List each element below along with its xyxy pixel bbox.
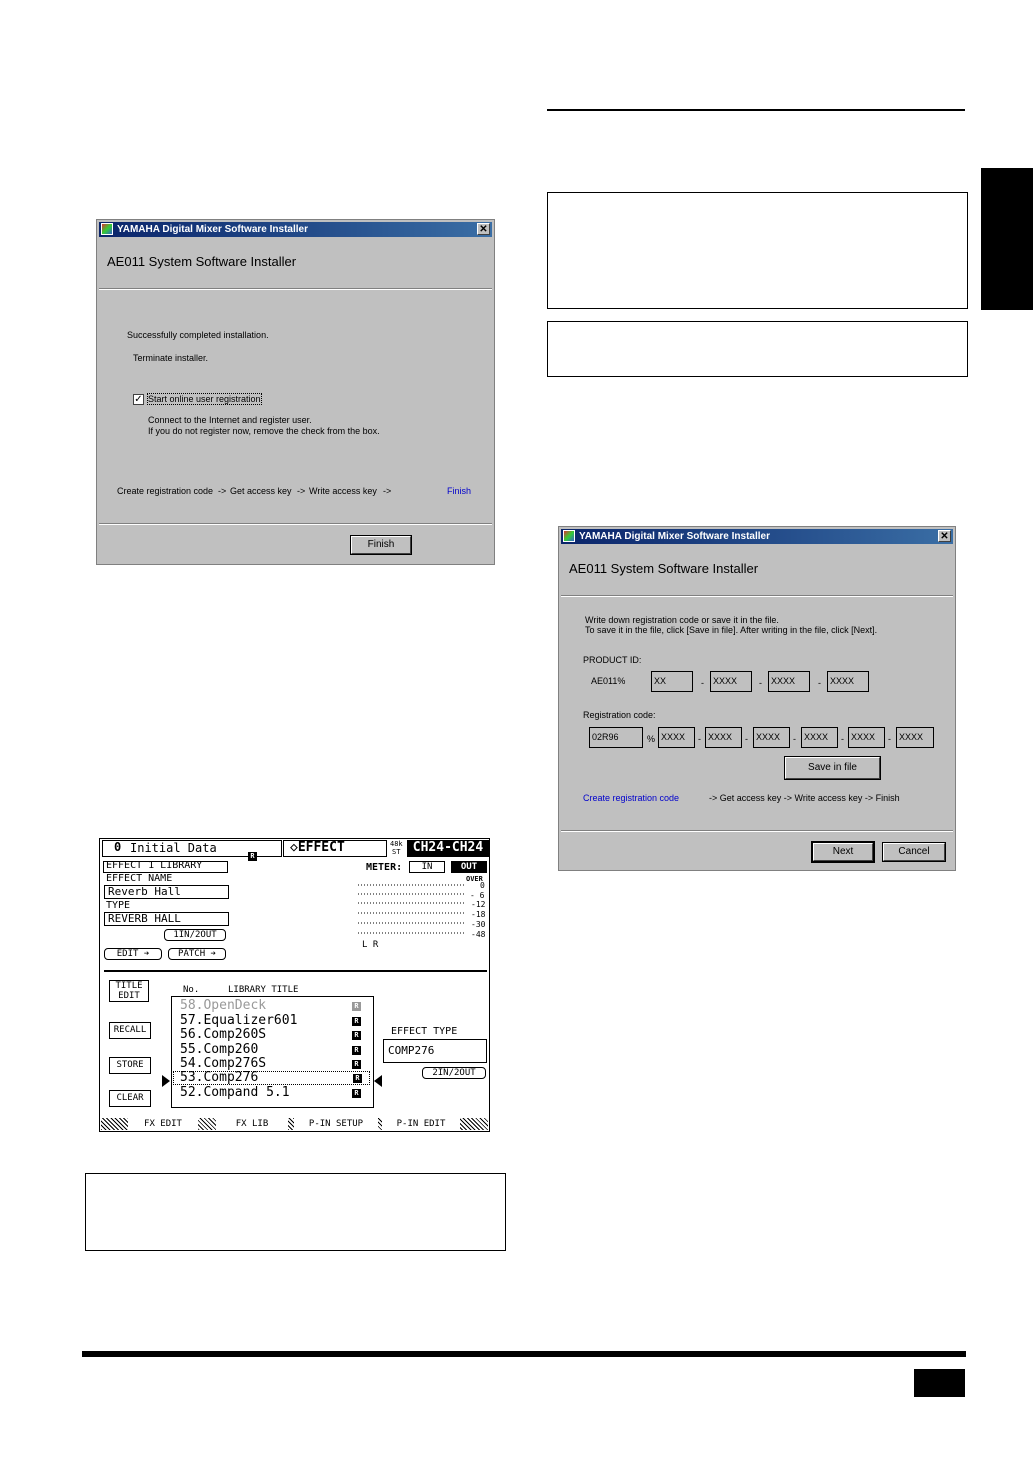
meter-over-label: OVER — [466, 875, 483, 883]
note-box-right-small — [547, 321, 968, 377]
meter-graduations — [358, 883, 468, 943]
patch-label: PATCH — [178, 949, 206, 959]
meter-scale-12: -12 — [471, 900, 486, 909]
library-item-selected[interactable] — [173, 1071, 370, 1085]
instruction-2: To save it in the file, click [Save in file]. After writing in the file, click [Next]. — [585, 625, 878, 635]
registration-code-label: Registration code: — [583, 710, 656, 720]
step-create-code: Create registration code — [117, 486, 214, 496]
title-edit-line1: TITLE — [115, 981, 143, 991]
library-item[interactable] — [180, 1056, 370, 1071]
footer-rule — [82, 1351, 966, 1357]
store-button[interactable]: STORE — [109, 1057, 151, 1074]
library-item[interactable] — [180, 1027, 370, 1042]
close-icon[interactable]: ✕ — [938, 530, 951, 542]
scene-protect-badge — [248, 843, 257, 862]
steps-remaining: -> Get access key -> Write access key -> Finish — [709, 793, 900, 803]
field-sep: - — [701, 678, 704, 688]
reg-field-2[interactable]: XXXX — [705, 727, 742, 748]
tab-fx-lib[interactable]: FX LIB — [216, 1118, 288, 1130]
reg-field-4[interactable]: XXXX — [801, 727, 838, 748]
app-icon — [101, 223, 113, 235]
step-finish: Finish — [447, 486, 472, 496]
divider — [99, 288, 492, 290]
library-item[interactable] — [180, 1042, 370, 1057]
step-create-code: Create registration code — [583, 793, 680, 803]
meter-out-button[interactable]: OUT — [451, 861, 487, 873]
lcd-separator — [104, 970, 487, 972]
instruction-1: Write down registration code or save it in the file. — [585, 615, 779, 625]
close-icon[interactable]: ✕ — [477, 223, 490, 235]
type-label: TYPE — [106, 900, 131, 911]
product-id-field-4[interactable]: XXXX — [827, 671, 869, 692]
page-edge-tab — [981, 168, 1033, 310]
channel-indicator: CH24-CH24 — [407, 840, 489, 857]
r-badge: R — [352, 1060, 361, 1069]
column-no: No. — [183, 985, 200, 995]
divider — [99, 523, 492, 525]
title-edit-button[interactable] — [109, 980, 149, 1002]
divider — [561, 595, 953, 597]
dialog-titlebar — [99, 222, 492, 237]
r-badge: R — [248, 852, 257, 861]
fs-top: 48k — [390, 840, 403, 848]
section-rule-right — [547, 109, 965, 111]
library-item-name: 53.Comp276 — [180, 1070, 259, 1085]
screen-title: ◇EFFECT — [290, 840, 345, 855]
scene-name: Initial Data — [130, 841, 217, 855]
cancel-button[interactable]: Cancel — [883, 843, 945, 861]
reg-field-1[interactable]: XXXX — [658, 727, 695, 748]
product-id-field-2[interactable]: XXXX — [710, 671, 752, 692]
effect-name-value: Reverb Hall — [108, 885, 181, 898]
mixer-lcd-screen — [99, 838, 490, 1132]
finish-button[interactable]: Finish — [351, 536, 411, 554]
effect-type-label: EFFECT TYPE — [391, 1026, 458, 1037]
meter-label: METER: — [366, 862, 403, 873]
cursor-right-icon — [374, 1075, 382, 1087]
dialog-heading: AE011 System Software Installer — [569, 561, 759, 576]
product-prefix: AE011% — [591, 676, 626, 686]
step-sep: -> — [218, 486, 227, 496]
note-box-left — [85, 1173, 506, 1251]
product-id-field-1[interactable]: XX — [651, 671, 693, 692]
library-item-name: 56.Comp260S — [180, 1027, 267, 1042]
cursor-left-icon — [162, 1075, 170, 1087]
product-id-label: PRODUCT ID: — [583, 655, 642, 665]
step-sep: -> — [297, 486, 306, 496]
installer-dialog-finish — [96, 219, 495, 565]
r-badge: R — [353, 1074, 362, 1083]
dialog-heading: AE011 System Software Installer — [107, 254, 297, 269]
meter-lr-label: L R — [362, 940, 379, 950]
next-button[interactable]: Next — [813, 843, 873, 861]
field-sep: - — [841, 734, 844, 744]
step-write-key: Write access key — [309, 486, 377, 496]
library-item[interactable] — [180, 1013, 370, 1028]
r-badge: R — [352, 1089, 361, 1098]
r-badge: R — [352, 1046, 361, 1055]
step-sep: -> — [383, 486, 392, 496]
library-list[interactable] — [171, 996, 374, 1108]
save-in-file-button[interactable]: Save in file — [785, 757, 880, 779]
field-sep: - — [759, 678, 762, 688]
tab-fx-edit[interactable]: FX EDIT — [128, 1118, 198, 1130]
product-id-field-3[interactable]: XXXX — [768, 671, 810, 692]
divider — [561, 830, 953, 832]
library-item[interactable] — [180, 998, 370, 1013]
meter-scale-18: -18 — [471, 910, 486, 919]
app-icon — [563, 530, 575, 542]
effect-type-io: 2IN/2OUT — [422, 1067, 486, 1079]
meter-scale-30: -30 — [471, 920, 486, 929]
registration-note-2: If you do not register now, remove the check from the box. — [148, 426, 380, 436]
patch-button[interactable]: PATCH ➔ — [168, 948, 226, 960]
library-item-name: 52.Compand 5.1 — [180, 1085, 290, 1100]
tab-p-in-edit[interactable]: P-IN EDIT — [382, 1118, 460, 1130]
step-get-key: Get access key — [230, 486, 292, 496]
r-badge: R — [352, 1017, 361, 1026]
r-badge: R — [352, 1031, 361, 1040]
recall-button[interactable]: RECALL — [109, 1022, 151, 1039]
reg-prefix-field[interactable]: 02R96 — [589, 727, 643, 748]
terminate-message: Terminate installer. — [133, 353, 209, 363]
meter-in-button[interactable]: IN — [409, 861, 445, 873]
meter-scale-6: - 6 — [470, 891, 485, 900]
field-sep: - — [888, 734, 891, 744]
r-badge: R — [352, 1002, 361, 1011]
clear-button[interactable]: CLEAR — [109, 1090, 151, 1107]
reg-percent: % — [647, 734, 656, 744]
edit-label: EDIT — [116, 949, 139, 959]
registration-note-1: Connect to the Internet and register user. — [148, 415, 312, 425]
registration-checkbox[interactable]: ✓ — [134, 394, 143, 405]
registration-checkbox-label[interactable]: Start online user registration — [148, 394, 261, 404]
dialog-title: YAMAHA Digital Mixer Software Installer — [579, 531, 770, 542]
field-sep: - — [793, 734, 796, 744]
reg-field-5[interactable]: XXXX — [848, 727, 885, 748]
type-value: REVERB HALL — [108, 912, 181, 925]
note-box-right-large — [547, 192, 968, 309]
installer-dialog-registration — [558, 526, 956, 871]
page-number-box — [914, 1369, 965, 1397]
library-item-name: 55.Comp260 — [180, 1042, 259, 1057]
dialog-titlebar — [561, 529, 953, 544]
column-library-title: LIBRARY TITLE — [228, 985, 299, 995]
reg-field-6[interactable]: XXXX — [896, 727, 934, 748]
edit-button[interactable]: EDIT ➔ — [104, 948, 162, 960]
meter-scale-0: 0 — [480, 881, 485, 890]
success-message: Successfully completed installation. — [127, 330, 269, 340]
title-edit-line2: EDIT — [118, 991, 140, 1001]
library-item-name: 58.OpenDeck — [180, 998, 267, 1013]
library-label: EFFECT 1 LIBRARY — [106, 860, 203, 871]
meter-scale-48: -48 — [471, 930, 486, 939]
library-item-name: 54.Comp276S — [180, 1056, 267, 1071]
field-sep: - — [745, 734, 748, 744]
scene-number: 0 — [114, 840, 122, 854]
io-config: 1IN/2OUT — [164, 929, 226, 941]
library-item[interactable] — [180, 1085, 370, 1100]
dialog-title: YAMAHA Digital Mixer Software Installer — [117, 224, 308, 235]
fs-bottom: ST — [392, 848, 401, 856]
tab-p-in-setup[interactable]: P-IN SETUP — [294, 1118, 378, 1130]
field-sep: - — [698, 734, 701, 744]
library-item-name: 57.Equalizer601 — [180, 1013, 298, 1028]
reg-field-3[interactable]: XXXX — [753, 727, 790, 748]
effect-name-label: EFFECT NAME — [106, 873, 173, 884]
field-sep: - — [818, 678, 821, 688]
effect-type-value: COMP276 — [388, 1044, 435, 1057]
